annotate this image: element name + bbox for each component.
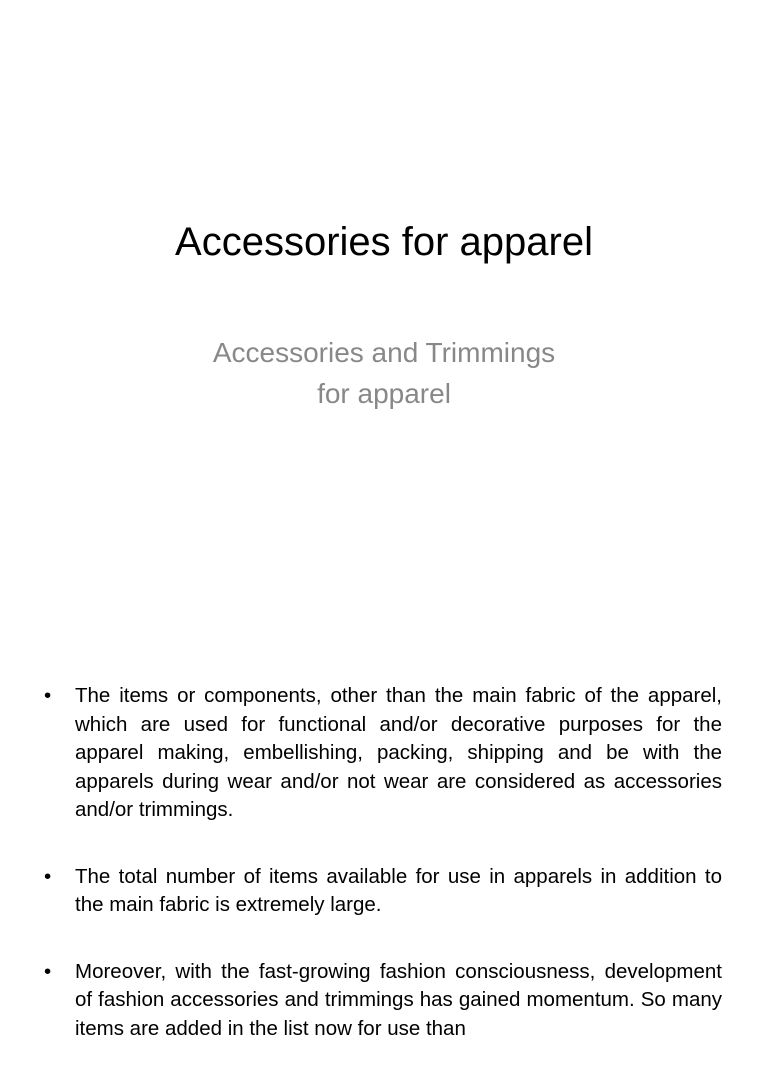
slide-title: Accessories for apparel [175,220,593,264]
bullet-list [44,682,722,1081]
bullet-item [44,863,722,920]
bullet-dot-icon: • [44,959,52,983]
subtitle-line-1: Accessories and Trimmings [212,337,556,368]
subtitle-line-2: for apparel [317,378,451,409]
bullet-item [44,958,722,1044]
bullet-text: Moreover, with the fast-growing fashion consciousness, development of fashion accessories and trimmings has gained momentum. So many items are added in the list now for use than [75,959,722,1040]
bullet-dot-icon: • [44,684,52,707]
bullet-dot-icon: • [44,864,52,888]
bullet-item [44,682,722,825]
bullet-text: The items or components, other than the main fabric of the apparel, which are used for functional and/or decorative purposes for the apparel making, embellishing, packing, shipping and be with the apparels during wear and/or not wear are considered as accessories and/or trimmings. [75,684,722,821]
bullet-text: The total number of items available for use in apparels in addition to the main fabric is extremely large. [75,864,722,916]
slide-subtitle [0,332,768,414]
